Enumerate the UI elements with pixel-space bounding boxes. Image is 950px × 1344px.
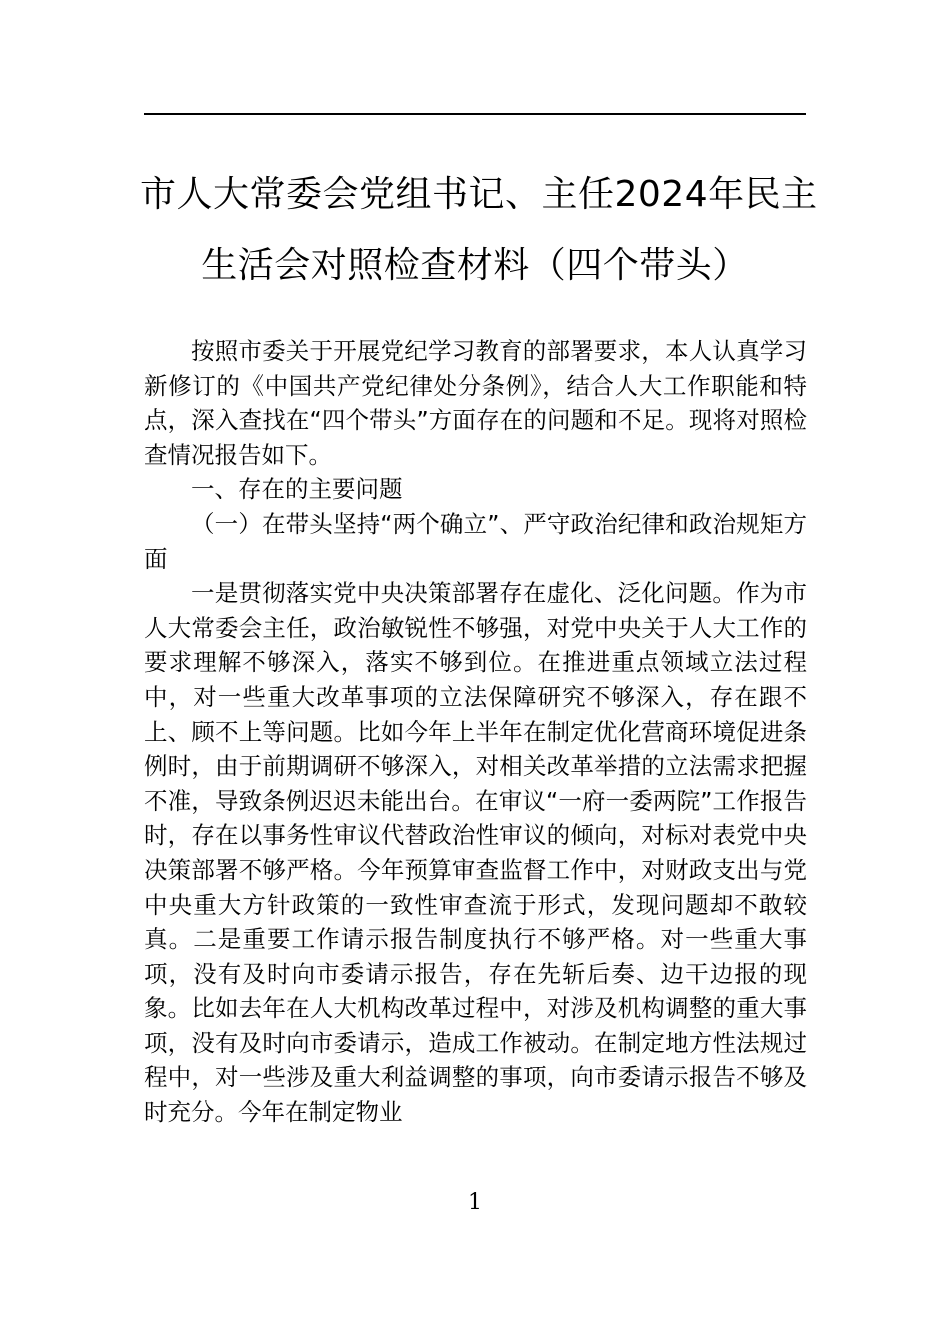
document-title-line-1: 市人大常委会党组书记、主任2024年民主: [140, 174, 818, 215]
document-body: [144, 334, 807, 1130]
body-paragraph: 一是贯彻落实党中央决策部署存在虚化、泛化问题。作为市人大常委会主任，政治敏锐性不够强，对党中央关于人大工作的要求理解不够深入，落实不够到位。在推进重点领域立法过程中，对一些重大改革事项的立法保障研究不够深入，存在跟不上、顾不上等问题。比如今年上半年在制定优化营商环境促进条例时，由于前期调研不够深入，对相关改革举措的立法需求把握不准，导致条例迟迟未能出台。在审议“一府一委两院”工作报告时，存在以事务性审议代替政治性审议的倾向，对标对表党中央决策部署不够严格。今年预算审查监督工作中，对财政支出与党中央重大方针政策的一致性审查流于形式，发现问题却不敢较真。二是重要工作请示报告制度执行不够严格。对一些重大事项，没有及时向市委请示报告，存在先斩后奏、边干边报的现象。比如去年在人大机构改革过程中，对涉及机构调整的重大事项，没有及时向市委请示，造成工作被动。在制定地方性法规过程中，对一些涉及重大利益调整的事项，向市委请示报告不够及时充分。今年在制定物业: [144, 579, 807, 1127]
page-number: 1: [468, 1190, 482, 1215]
document-title-line-2: 生活会对照检查材料（四个带头）: [201, 245, 749, 286]
header-rule: [144, 113, 806, 115]
subsection-heading: （一）在带头坚持“两个确立”、严守政治纪律和政治规矩方面: [144, 509, 807, 573]
intro-paragraph: 按照市委关于开展党纪学习教育的部署要求，本人认真学习新修订的《中国共产党纪律处分条例》，结合人大工作职能和特点，深入查找在“四个带头”方面存在的问题和不足。现将对照检查情况报告如下。: [144, 337, 807, 469]
section-heading: 一、存在的主要问题: [191, 475, 403, 504]
